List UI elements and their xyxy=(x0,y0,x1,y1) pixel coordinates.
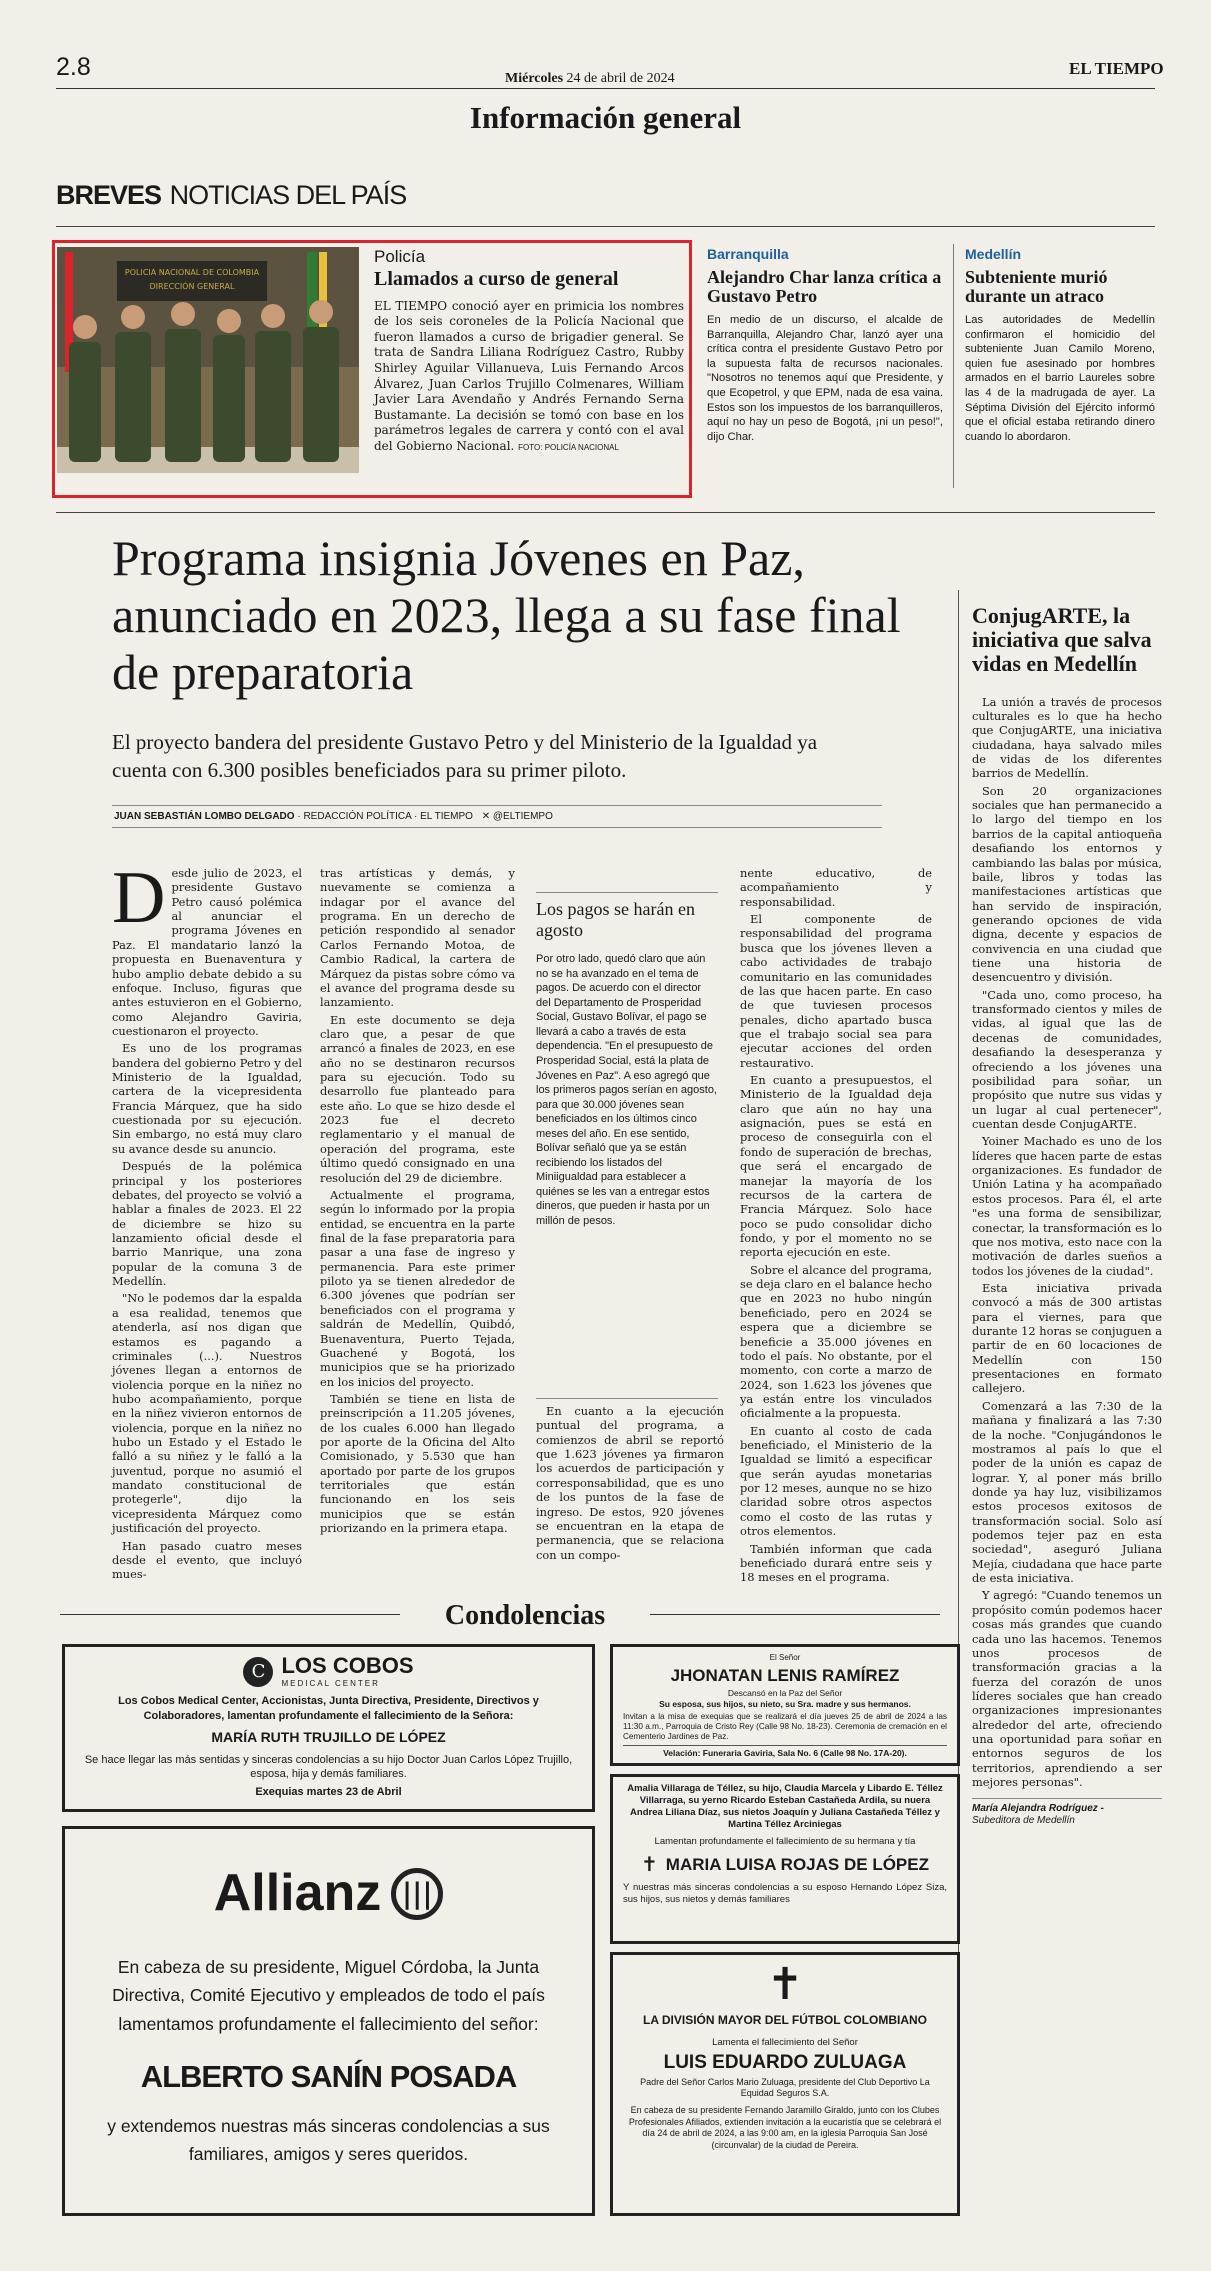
condolencias-rule-left xyxy=(60,1614,400,1615)
byline-author: JUAN SEBASTIÁN LOMBO DELGADO xyxy=(114,811,295,822)
large-cross-icon: ✝ xyxy=(766,1959,804,2010)
brief-policia-text: EL TIEMPO conoció ayer en primicia los nombres de los seis coroneles de la Policía Nacional que fueron llamados a curso de brigadier general. Se trata de Sandra Liliana Rodríguez Castro, Rubby Shirley Aguilar Villanueva, Luis Fernando Arcos Álvarez, Juan Carlos Trujillo Colmenares, William Javier Lara Avendaño y Andrés Fernando Serna Bustamante. La decisión se tomó con base en los parámetros legales de carrera y contó con el aval del Gobierno Nacional. xyxy=(374,298,684,453)
header-rule xyxy=(56,88,1155,89)
maria-lament: Lamentan profundamente el fallecimiento de su hermana y tía xyxy=(654,1835,916,1847)
main-paragraph: El componente de responsabilidad del programa busca que los jóvenes lleven a cabo actividades de trabajo comunitario en las comunidades de las que hacen parte. En caso de que tuviesen procesos penales, dicho apartado busca que el trabajo social sea para ejecutar acciones del orden restaurativo. xyxy=(740,912,932,1070)
obituary-maria-luisa xyxy=(610,1774,960,1944)
brief-medellin-body: Las autoridades de Medellín confirmaron el homicidio del subteniente Juan Camilo Moreno, quien fue asesinado por hombres armados en el barrio Laureles sobre las 4 de la madrugada de ayer. La Séptima División del Ejército informó que el oficial estaba retirando dinero cuando lo abordaron. xyxy=(965,314,1155,443)
allianz-eagle-icon: ||| xyxy=(391,1868,443,1920)
photo-sign-1: POLICIA NACIONAL DE COLOMBIA xyxy=(124,268,260,277)
breves-sub: NOTICIAS DEL PAÍS xyxy=(169,180,407,210)
brief-barranquilla-kicker: Barranquilla xyxy=(707,246,789,262)
masthead-logo: EL TIEMPO xyxy=(1069,59,1164,78)
main-deck: El proyecto bandera del presidente Gustavo Petro y del Ministerio de la Igualdad ya cuenta con 6.300 posibles beneficiados para su primer piloto. xyxy=(112,730,818,783)
breves-label: BREVES xyxy=(56,180,162,210)
breves-rule xyxy=(56,226,1155,227)
photo-sign-2: DIRECCIÓN GENERAL xyxy=(149,282,235,291)
issue-date-text: 24 de abril de 2024 xyxy=(566,71,675,86)
los-cobos-text2: Se hace llegar las más sentidas y sinceras condolencias a su hijo Doctor Juan Carlos López Trujillo, esposa, hija y demás familiares. xyxy=(84,1753,573,1780)
obituary-jhonatan xyxy=(610,1644,960,1766)
main-paragraph: En cuanto al costo de cada beneficiado, el Ministerio de la Igualdad se limitó a especificar que serán ayudas monetarias por 12 meses, aunque no se hizo claridad sobre otros aspectos como el costo de las rutas y otros elementos. xyxy=(740,1423,932,1539)
maria-name: MARIA LUISA ROJAS DE LÓPEZ xyxy=(665,1855,929,1875)
allianz-text2: y extendemos nuestras más sinceras condolencias a sus familiares, amigos y seres queridos. xyxy=(107,2116,550,2165)
jhonatan-line1: Descansó en la Paz del Señor xyxy=(727,1688,843,1699)
main-paragraph: Actualmente el programa, según lo informado por la propia entidad, se encuentra en la parte final de la fase preparatoria para pasar a una fase de ingreso y permanencia. Para este primer piloto ya se tienen alrededor de 6.300 jóvenes que podrían ser beneficiados con el programa y saldrán de Medellín, Quibdó, Buenaventura, Puerto Tejada, Guachené y Bogotá, los municipios que se ha priorizado en los inicios del proyecto. xyxy=(320,1187,515,1389)
main-paragraph: También se tiene en lista de preinscripción a 11.205 jóvenes, de los cuales 6.000 han llegado por aporte de la Oficina del Alto Comisionado, y 5.530 que han aportado por parte de los grupos territoriales que están funcionando en los seis municipios que se están priorizando en la primera etapa. xyxy=(320,1391,515,1536)
byline xyxy=(114,811,553,824)
issue-date xyxy=(505,70,675,88)
section-title: Información general xyxy=(469,100,742,135)
futbol-lament: Lamenta el fallecimiento del Señor xyxy=(712,2036,858,2048)
los-cobos-name: LOS COBOS xyxy=(281,1653,414,1678)
breves-bottom-rule xyxy=(56,512,1155,513)
byline-rule-top xyxy=(112,805,882,806)
allianz-wordmark: Allianz xyxy=(213,1864,382,1922)
main-paragraph: En este documento se deja claro que, a pesar de que arrancó a finales de 2023, en ese año no se destinaron recursos para su ejecución. Todo su desarrollo fue planteado para este año. Lo que se hizo desde el 2023 fue el decreto reglamentario y el manual de operación del programa, este último quedó consignado en una resolución del 29 de diciembre. xyxy=(320,1012,515,1185)
main-headline: Programa insignia Jóvenes en Paz, anunciado en 2023, llega a su fase final de preparatoria xyxy=(112,530,901,700)
jhonatan-velacion: Velación: Funeraria Gaviria, Sala No. 6 (Calle 98 No. 17A-20). xyxy=(623,1745,947,1759)
brief-medellin xyxy=(965,246,1155,447)
main-col-1 xyxy=(112,857,302,1585)
main-paragraph: "No le podemos dar la espalda a esa realidad, tenemos que atenderla, así nos digan que estamos es pagando a criminales (...). Nuestros jóvenes llegan a entornos de violencia porque en la niñez no hubo acompañamiento, porque en la niñez vivieron entornos de violencia, porque en la niñez no hubo un Estado y el Estado le falló a su niñez y le falló a la juventud, porque no asumió el mandato constitucional de protegerle", dijo la vicepresidenta Márquez como justificación del proyecto. xyxy=(112,1291,302,1536)
side-paragraph: La unión a través de procesos culturales es lo que ha hecho que ConjugARTE, una iniciativa ciudadana, haya salvado miles de vidas de los diferentes barrios de Medellín. xyxy=(972,694,1162,781)
side-paragraph: Son 20 organizaciones sociales que han permanecido a lo largo del tiempo en los barrios de la capital antioqueña desafiando los entornos y cambiando las balas por música, baile, libros y todas las manifestaciones artísticas que han servido de inspiración, generando opciones de vida digna, decente y espacios de convivencia en una ciudad que tiene una historia de desencuentro y división. xyxy=(972,783,1162,985)
jhonatan-name: JHONATAN LENIS RAMÍREZ xyxy=(670,1666,900,1686)
jhonatan-line3: Invitan a la misa de exequias que se realizará el día jueves 25 de abril de 2024 a las 11:30 a.m., Parroquia de Cristo Rey (Calle 98 No. 18-23). Ceremonia de cremación en el Cementerio Jardines de Paz. xyxy=(623,1711,947,1742)
allianz-logo xyxy=(85,1861,572,1927)
main-paragraph: nente educativo, de acompañamiento y responsabilidad. xyxy=(740,866,932,909)
side-paragraph: Y agregó: "Cuando tenemos un propósito común podemos hacer cosas más grandes que cuando cada uno las hacemos. Tenemos unos procesos de transformación gracias a la fuerza del corazón de unos líderes sociales que han creado organizaciones impresionantes alrededor del arte, ofreciendo una oportunidad para soñar en entornos seguros de los territorios, aprendiendo a ser mejores personas". xyxy=(972,1588,1162,1790)
maria-name-row xyxy=(623,1852,947,1877)
brief-policia-kicker: Policía xyxy=(374,247,426,266)
side-paragraph: Yoiner Machado es uno de los líderes que hacen parte de estas organizaciones. Es fundador de Unión Latina y ha acompañado estos procesos. Para él, el arte "es una forma de sensibilizar, conectar, la transformación es lo que nos motiva, esto nace con la motivación de darles sueños a todos los jóvenes de la ciudad". xyxy=(972,1134,1162,1278)
side-paragraph: Esta iniciativa privada convocó a más de 300 artistas para el viernes, para que durante 12 horas se conjuguen a partir de en 60 locaciones de Medellín con 150 presentaciones en formato callejero. xyxy=(972,1280,1162,1396)
allianz-deceased: ALBERTO SANÍN POSADA xyxy=(140,2059,517,2095)
side-signature xyxy=(972,1798,1162,1828)
los-cobos-sub: MEDICAL CENTER xyxy=(281,1679,380,1688)
condolencias-rule-right xyxy=(650,1614,940,1615)
payments-sidebox xyxy=(536,892,718,1231)
brief-policia-body xyxy=(374,299,684,455)
los-cobos-logo xyxy=(79,1655,578,1688)
x-icon: ✕ xyxy=(481,811,491,822)
los-cobos-text: Los Cobos Medical Center, Accionistas, Junta Directiva, Presidente, Directivos y Colaboradores, lamentan profundamente el fallecimiento de la Señora: xyxy=(118,1695,539,1722)
brief-barranquilla-title: Alejandro Char lanza crítica a Gustavo Petro xyxy=(707,266,942,307)
main-col-2 xyxy=(320,866,515,1539)
main-paragraph: tras artísticas y demás, y nuevamente se comienza a indagar por el avance del programa. En un derecho de petición respondido al senador Carlos Fernando Motoa, de Cambio Radical, la cartera de Márquez da pistas sobre cómo va el avance del programa desde su lanzamiento. xyxy=(320,866,515,1010)
main-paragraph: También informan que cada beneficiado durará entre seis y 18 meses en el programa. xyxy=(740,1541,932,1585)
los-cobos-wordmark xyxy=(281,1655,413,1688)
byline-desk: · REDACCIÓN POLÍTICA · EL TIEMPO xyxy=(297,811,473,822)
main-paragraph: Han pasado cuatro meses desde el evento, que incluyó mues- xyxy=(112,1538,302,1582)
obituary-futbol xyxy=(610,1952,960,2216)
brief-policia xyxy=(374,246,684,458)
jhonatan-line2: Su esposa, sus hijos, su nieto, su Sra. madre y sus hermanos. xyxy=(659,1699,911,1710)
page-number: 2.8 xyxy=(56,53,91,81)
main-paragraph: Sobre el alcance del programa, se deja claro en el balance hecho que en 2023 no hubo ningún beneficiado, pero en 2024 se espera que a diciembre se beneficie a 35.000 jóvenes en todo el país. No obstante, por el momento, con corte a marzo de 2024, son 1.623 los jóvenes que ya están entre los vinculados oficialmente a la propuesta. xyxy=(740,1262,932,1421)
brief-medellin-kicker: Medellín xyxy=(965,246,1022,262)
main-paragraph: Es uno de los programas bandera del gobierno Petro y del Ministerio de la Igualdad, cartera de la vicepresidenta Francia Márquez, que ha sido cuestionada por su ejecución. Sin embargo, no está muy claro su avance desde su anuncio. xyxy=(112,1041,302,1156)
obituary-los-cobos xyxy=(62,1644,595,1812)
futbol-text: Padre del Señor Carlos Mario Zuluaga, presidente del Club Deportivo La Equidad Seguros S.A. xyxy=(640,2076,930,2099)
futbol-deceased: LUIS EDUARDO ZULUAGA xyxy=(663,2051,907,2073)
main-paragraph: En cuanto a la ejecución puntual del programa, a comienzos de abril se reportó que 1.623 jóvenes ya firmaron los acuerdos de participación y corresponsabilidad, que es uno de los puntos de la fase de ingreso. De estos, 920 jóvenes se encuentran en la etapa de permanencia, que se relaciona con un compo- xyxy=(536,1404,724,1562)
sidebox-bottom-rule xyxy=(536,1398,718,1399)
futbol-text2: En cabeza de su presidente Fernando Jaramillo Giraldo, junto con los Clubes Profesionales Afiliados, extienden invitación a la eucaristía que se celebrará el día 24 de abril de 2024, a las 9:00 am, en la iglesia Parroquia San José (circunvalar) de la ciudad de Pereira. xyxy=(628,2104,942,2150)
issue-day: Miércoles xyxy=(505,71,564,86)
side-paragraph: Comenzará a las 7:30 de la mañana y finalizará a las 7:30 de la noche. "Conjugándonos le mostramos al país lo que el poder de la unión es capaz de lograr. Y, al poner más brillo donde ya hay luz, visibilizamos estos procesos exitosos de transformación social. Solo así podemos tejer paz en esta sociedad", aseguró Juliana Mejía, ciudadana que hace parte de esta iniciativa. xyxy=(972,1398,1162,1586)
los-cobos-exequias: Exequias martes 23 de Abril xyxy=(255,1786,402,1799)
byline-handle: @ELTIEMPO xyxy=(492,811,553,822)
brief-divider xyxy=(953,244,954,488)
main-paragraph: esde julio de 2023, el presidente Gustavo Petro causó polémica al anunciar el programa Jóvenes en Paz. El mandatario lanzó la propuesta en Buenaventura y hubo amplio debate debido a su enfoque. Incluso, figuras que antes estuvieron en el Gobierno, como Alejandro Gaviria, cuestionaron el proyecto. xyxy=(112,866,302,1038)
futbol-org: LA DIVISIÓN MAYOR DEL FÚTBOL COLOMBIANO xyxy=(642,2013,927,2027)
maria-text: Y nuestras más sinceras condolencias a su esposo Hernando López Siza, sus hijos, sus nietos y demás familiares xyxy=(623,1881,947,1905)
photo-credit: FOTO: POLICÍA NACIONAL xyxy=(518,442,619,452)
sidebox-body: Por otro lado, quedó claro que aún no se ha avanzado en el tema de pagos. De acuerdo con el director del Departamento de Prosperidad Social, Gustavo Bolívar, el pago se llevará a cabo a través de esta dependencia. "En el presupuesto de Prosperidad Social, está la plata de Jóvenes en Paz". A eso agregó que los primeros pagos serían en agosto, para que 30.000 jóvenes sean beneficiados en los últimos cinco meses del año. En ese sentido, Bolívar señaló que ya se están recibiendo los listados del Miniigualdad para establecer a quiénes se les van a entregar estos dineros, que pueden ir hasta por un millón de pesos. xyxy=(536,953,717,1227)
main-paragraph: Después de la polémica principal y los posteriores debates, del proyecto se volvió a hablar a finales de 2023. El 22 de diciembre se hizo su lanzamiento oficial desde el barrio Manrique, una zona popular de la comuna 3 de Medellín. xyxy=(112,1159,302,1289)
maria-families: Amalia Villaraga de Téllez, su hijo, Claudia Marcela y Libardo E. Téllez Villarraga, su yerno Ricardo Esteban Castañeda Ardila, su nuera Andrea Liliana Díaz, sus nietos Joaquín y Juliana Castañeda Téllez y Martina Téllez Arciniegas xyxy=(627,1783,943,1830)
breves-header xyxy=(56,178,406,213)
allianz-text: En cabeza de su presidente, Miguel Córdoba, la Junta Directiva, Comité Ejecutivo y empleados de todo el país lamentamos profundamente el fallecimiento del señor: xyxy=(112,1956,545,2035)
cross-icon: ✝ xyxy=(641,1852,658,1877)
brief-policia-title: Llamados a curso de general xyxy=(374,268,619,291)
los-cobos-deceased: MARÍA RUTH TRUJILLO DE LÓPEZ xyxy=(211,1729,446,1745)
main-col-3 xyxy=(536,1404,724,1565)
brief-barranquilla xyxy=(707,246,943,447)
drop-cap: D xyxy=(112,857,166,939)
brief-medellin-title: Subteniente murió durante un atraco xyxy=(965,266,1108,307)
side-sig-name: María Alejandra Rodríguez - xyxy=(972,1802,1104,1814)
byline-rule-bottom xyxy=(112,827,882,828)
brief-barranquilla-body: En medio de un discurso, el alcalde de Barranquilla, Alejandro Char, lanzó ayer una crítica contra el presidente Gustavo Petro por la supuesta falta de recursos nacionales. "Nosotros no tenemos aquí que Presidente, y que Ecopetrol, y que EPM, nada de esa vaina. Estos son los impuestos de los barranquilleros, aquí no hay un peso de Bogotá, ¡ni un peso!", dijo Char. xyxy=(707,314,943,443)
side-paragraph: "Cada uno, como proceso, ha transformado cientos y miles de vidas, al igual que las de decenas de comunidades, desafiando la desesperanza y ofreciendo a los jóvenes una posibilidad para soñar, un propósito que nutre sus vidas y un lugar al cual pertenecer", cuentan desde ConjugARTE. xyxy=(972,987,1162,1131)
los-cobos-c-icon: C xyxy=(243,1657,273,1687)
obituary-allianz xyxy=(62,1826,595,2216)
police-generals-photo xyxy=(57,247,359,473)
main-paragraph: En cuanto a presupuestos, el Ministerio de la Igualdad deja claro que aún no hay una asignación, pues se está en proceso de conseguirla con el fondo de superación de brechas, que será el encargado de manejar la mayoría de los recursos de la cartera de Francia Márquez. Solo hace poco se pudo consolidar dicho fondo, y por el momento no se reporta ejecución en este. xyxy=(740,1073,932,1260)
condolencias-title: Condolencias xyxy=(444,1600,606,1631)
side-sig-role: Subeditora de Medellín xyxy=(972,1815,1075,1827)
sidebox-title: Los pagos se harán en agosto xyxy=(536,899,695,940)
main-col-4 xyxy=(740,866,932,1588)
side-story-title: ConjugARTE, la iniciativa que salva vidas en Medellín xyxy=(972,603,1152,677)
side-story xyxy=(972,604,1162,1828)
jhonatan-pre: El Señor xyxy=(769,1653,801,1662)
